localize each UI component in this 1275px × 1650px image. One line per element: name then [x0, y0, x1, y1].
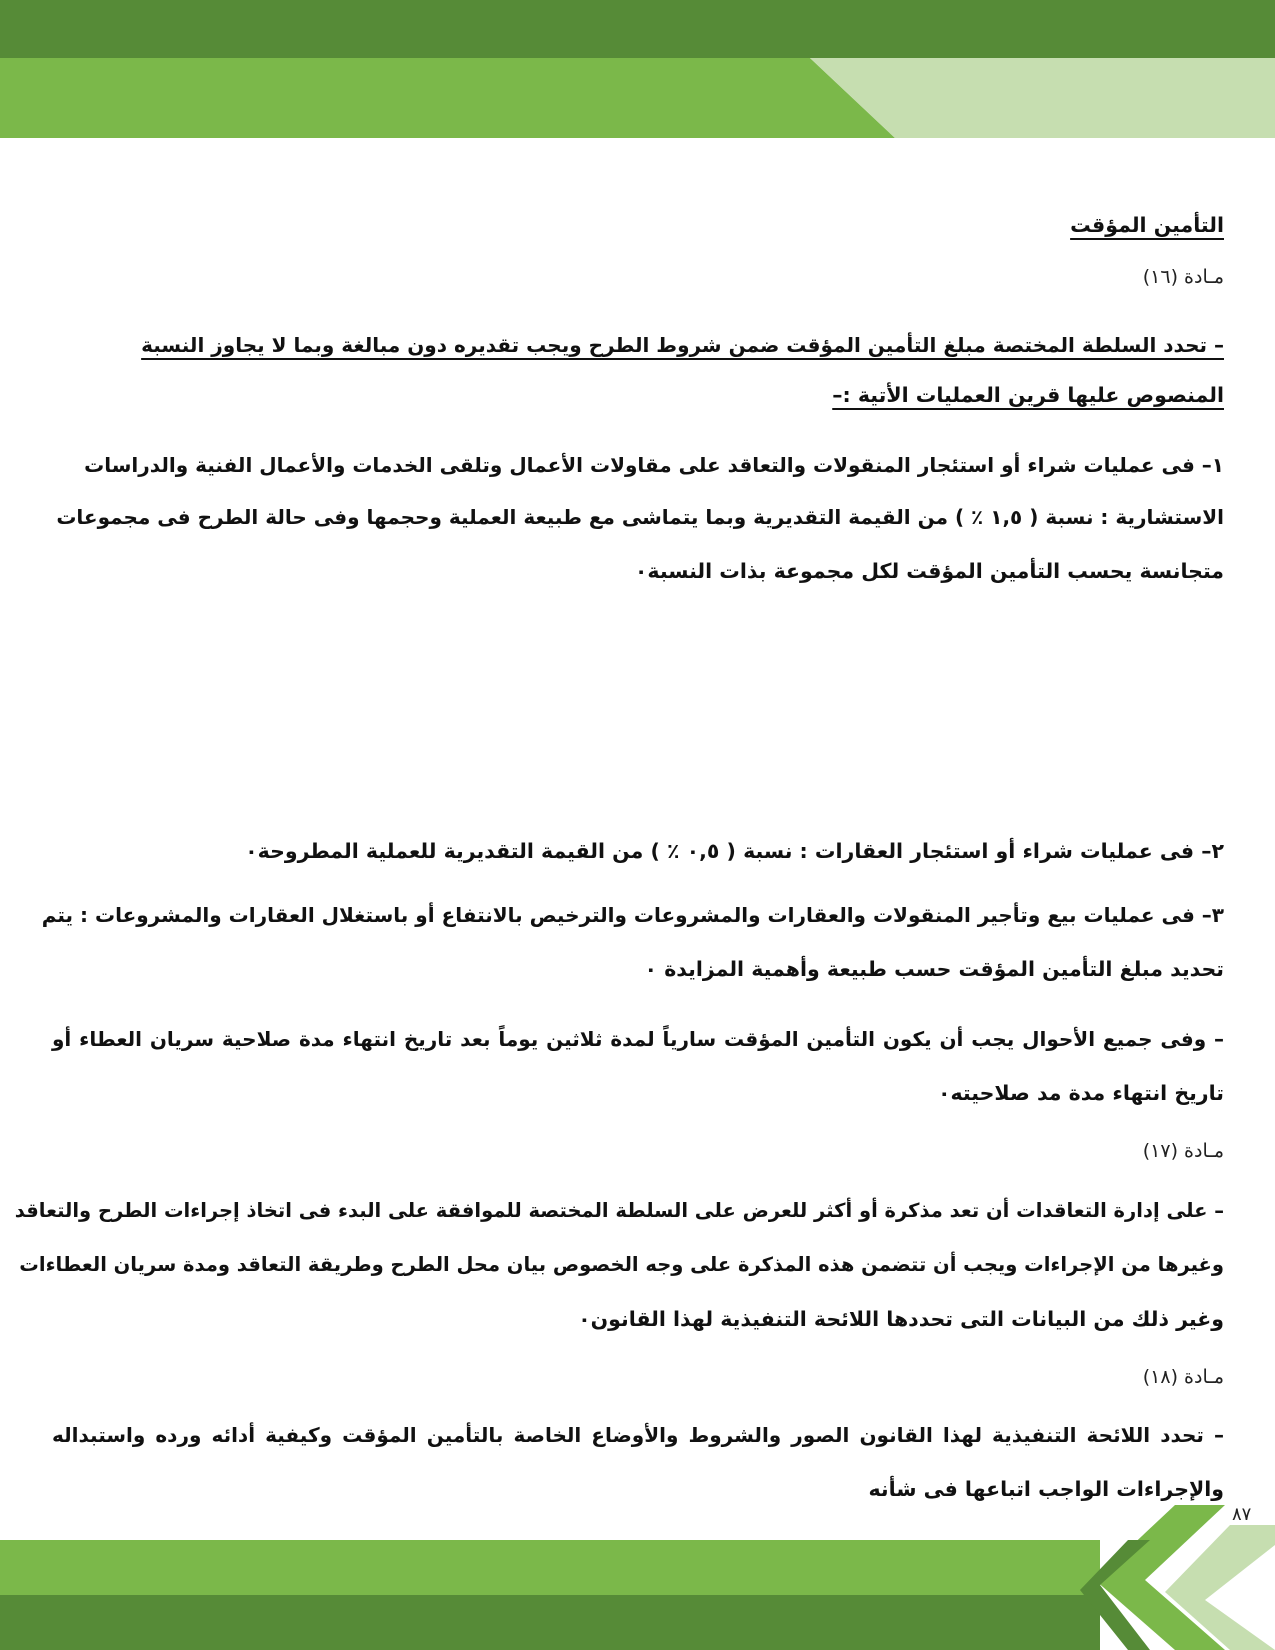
- item-1-line2: الاستشارية : نسبة ( ١,٥ ٪ ) من القيمة التقديرية وبما يتماشى مع طبيعة العملية وحجمها وفى حالة الطرح فى مجموعات: [56, 505, 1224, 529]
- article-17-label: مـادة (١٧): [1142, 1140, 1224, 1162]
- article-17-line1: – على إدارة التعاقدات أن تعد مذكرة أو أكثر للعرض على السلطة المختصة للموافقة على البدء فى اتخاذ إجراءات الطرح والتعاقد: [14, 1199, 1224, 1222]
- article-16-intro-line1: – تحدد السلطة المختصة مبلغ التأمين المؤقت ضمن شروط الطرح ويجب تقديره دون مبالغة وبما لا يجاوز النسبة: [141, 333, 1224, 357]
- article-18-label: مـادة (١٨): [1142, 1366, 1224, 1388]
- item-3-line2: تحديد مبلغ التأمين المؤقت حسب طبيعة وأهمية المزايدة ٠: [644, 957, 1224, 981]
- general-rule-line2: تاريخ انتهاء مدة مد صلاحيته٠: [937, 1081, 1224, 1105]
- page-number: ٨٧: [1232, 1504, 1252, 1525]
- article-17-line3: وغير ذلك من البيانات التى تحددها اللائحة التنفيذية لهذا القانون٠: [578, 1307, 1224, 1331]
- article-16-label: مـادة (١٦): [1142, 266, 1224, 288]
- article-16-intro-line2: المنصوص عليها قرين العمليات الأتية :–: [832, 383, 1224, 407]
- article-17-line2: وغيرها من الإجراءات ويجب أن تتضمن هذه المذكرة على وجه الخصوص بيان محل الطرح وطريقة التعاقد ومدة سريان العطاءات: [19, 1253, 1224, 1276]
- section-heading: التأمين المؤقت: [1070, 213, 1224, 237]
- article-18-line2: والإجراءات الواجب اتباعها فى شأنه: [868, 1477, 1224, 1501]
- item-2-line1: ٢– فى عمليات شراء أو استئجار العقارات : نسبة ( ٠,٥ ٪ ) من القيمة التقديرية للعملية المطروحة٠: [245, 839, 1224, 863]
- general-rule-line1: – وفى جميع الأحوال يجب أن يكون التأمين المؤقت سارياً لمدة ثلاثين يوماً بعد تاريخ انتهاء مدة صلاحية سريان العطاء أو: [52, 1027, 1224, 1051]
- item-1-line3: متجانسة يحسب التأمين المؤقت لكل مجموعة بذات النسبة٠: [634, 559, 1224, 583]
- document-body: [14, 0, 1224, 1650]
- article-18-line1: – تحدد اللائحة التنفيذية لهذا القانون الصور والشروط والأوضاع الخاصة بالتأمين المؤقت وكيفية أدائه ورده واستبداله: [52, 1423, 1224, 1447]
- item-1-line1: ١– فى عمليات شراء أو استئجار المنقولات والتعاقد على مقاولات الأعمال وتلقى الخدمات والأعمال الفنية والدراسات: [84, 453, 1224, 477]
- item-3-line1: ٣– فى عمليات بيع وتأجير المنقولات والعقارات والمشروعات والترخيص بالانتفاع أو باستغلال العقارات والمشروعات : يتم: [41, 903, 1224, 927]
